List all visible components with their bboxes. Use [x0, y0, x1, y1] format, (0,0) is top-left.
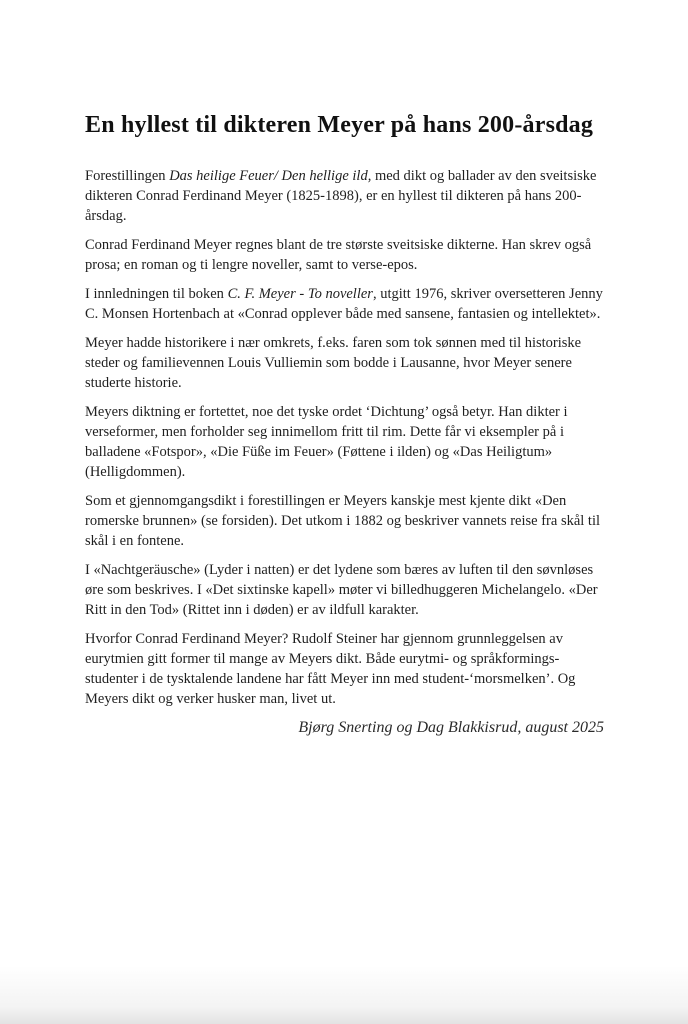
page-bottom-shadow — [0, 966, 688, 1024]
text-run: Meyer hadde historikere i nær omkrets, f.eks. faren som tok sønnen med til historiske steder og familievennen Louis Vulliemin som bodde i Lausanne, hvor Meyer senere studerte historie. — [85, 335, 582, 391]
paragraph — [85, 333, 604, 393]
paragraph — [85, 402, 604, 482]
text-run: med dikt og ballader av den sveitsiske dikteren Conrad Ferdinand Meyer (1825-1898), er en hyllest til dikteren på hans 200-årsdag. — [85, 168, 597, 224]
text-run: Conrad Ferdinand Meyer regnes blant de tre største sveitsiske dikterne. Han skrev også prosa; en roman og ti lengre noveller, samt to verse-epos. — [85, 237, 592, 273]
text-run: I innledningen til boken — [85, 286, 228, 302]
article-body — [85, 166, 604, 709]
byline: Bjørg Snerting og Dag Blakkisrud, august 2025 — [298, 719, 604, 736]
paragraph — [85, 284, 604, 324]
paragraph — [85, 166, 604, 226]
text-run: Hvorfor Conrad Ferdinand Meyer? Rudolf Steiner har gjennom grunnleggelsen av eurytmien gitt former til mange av Meyers dikt. Både eurytmi- og språkformings-studenter i de tysktalende landene har fått Meyer inn med student-‘morsmelken’. Og Meyers dikt og verker husker man, livet ut. — [85, 631, 576, 707]
text-run: I «Nachtgeräusche» (Lyder i natten) er det lydene som bæres av luften til den søvnløses øre som beskrives. I «Det sixtinske kapell» møter vi billedhuggeren Michelangelo. «Der Ritt in den Tod» (Rittet inn i døden) er av ildfull karakter. — [85, 562, 598, 618]
paragraph — [85, 491, 604, 551]
text-run: Som et gjennomgangsdikt i forestillingen er Meyers kanskje mest kjente dikt «Den romerske brunnen» (se forsiden). Det utkom i 1882 og beskriver vannets reise fra skål til skål i en fontene. — [85, 493, 601, 549]
paragraph — [85, 235, 604, 275]
italic-text-run: Das heilige Feuer/ Den hellige ild, — [169, 168, 372, 184]
paragraph — [85, 560, 604, 620]
article-title: En hyllest til dikteren Meyer på hans 200-årsdag — [85, 112, 594, 138]
paragraph — [85, 629, 604, 709]
italic-text-run: C. F. Meyer - To noveller — [227, 286, 373, 302]
text-run: , utgitt 1976, skriver oversetteren Jenny C. Monsen Hortenbach at «Conrad opplever både med sansene, fantasien og intellektet». — [85, 286, 603, 322]
text-run: Meyers diktning er fortettet, noe det tyske ordet ‘Dichtung’ også betyr. Han dikter i verseformer, men forholder seg innimellom fritt til rim. Dette får vi eksempler på i balladene «Fotspor», «Die Füße im Feuer» (Føttene i ilden) og «Das Heiligtum» (Helligdommen). — [85, 404, 568, 480]
text-run: Forestillingen — [85, 168, 170, 184]
